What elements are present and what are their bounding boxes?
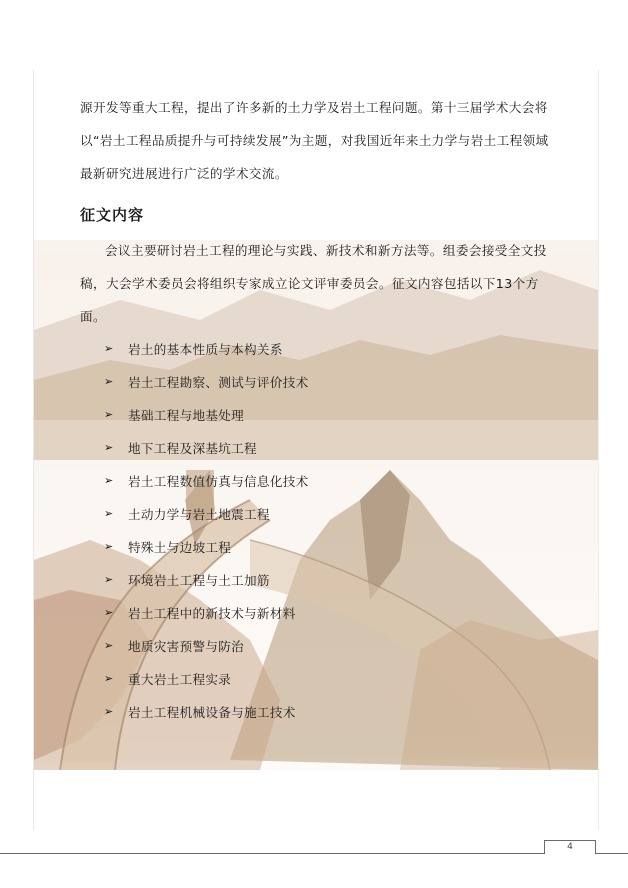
topic-label: 岩土工程中的新技术与新材料 (128, 606, 296, 621)
list-item (104, 464, 309, 497)
section-heading: 征文内容 (80, 206, 145, 224)
topic-label: 土动力学与岩土地震工程 (128, 507, 270, 522)
arrow-bullet-icon: ➢ (104, 540, 114, 553)
list-item (104, 596, 309, 629)
topic-label: 岩土工程数值仿真与信息化技术 (128, 474, 309, 489)
arrow-bullet-icon: ➢ (104, 342, 114, 355)
arrow-bullet-icon: ➢ (104, 441, 114, 454)
arrow-bullet-icon: ➢ (104, 507, 114, 520)
topic-label: 岩土工程勘察、测试与评价技术 (128, 375, 309, 390)
arrow-bullet-icon: ➢ (104, 606, 114, 619)
topic-list (104, 332, 309, 728)
arrow-bullet-icon: ➢ (104, 705, 114, 718)
topic-label: 基础工程与地基处理 (128, 408, 245, 423)
page-number: 4 (544, 840, 596, 854)
arrow-bullet-icon: ➢ (104, 474, 114, 487)
list-item (104, 695, 309, 728)
page-border-left (33, 70, 34, 830)
list-item (104, 332, 309, 365)
arrow-bullet-icon: ➢ (104, 375, 114, 388)
list-item (104, 365, 309, 398)
list-item (104, 530, 309, 563)
list-item (104, 398, 309, 431)
topic-label: 特殊土与边坡工程 (128, 540, 232, 555)
topic-label: 地下工程及深基坑工程 (128, 441, 257, 456)
topic-label: 环境岩土工程与土工加筋 (128, 573, 270, 588)
arrow-bullet-icon: ➢ (104, 408, 114, 421)
list-item (104, 563, 309, 596)
list-item (104, 497, 309, 530)
topic-label: 岩土工程机械设备与施工技术 (128, 705, 296, 720)
list-item (104, 662, 309, 695)
page-border-right (598, 70, 599, 830)
arrow-bullet-icon: ➢ (104, 573, 114, 586)
arrow-bullet-icon: ➢ (104, 639, 114, 652)
footer-rule (0, 853, 628, 854)
topic-label: 重大岩土工程实录 (128, 672, 232, 687)
topic-label: 地质灾害预警与防治 (128, 639, 245, 654)
list-item (104, 629, 309, 662)
topic-label: 岩土的基本性质与本构关系 (128, 342, 283, 357)
arrow-bullet-icon: ➢ (104, 672, 114, 685)
section-paragraph: 会议主要研讨岩土工程的理论与实践、新技术和新方法等。组委会接受全文投稿，大会学术委员会将组织专家成立论文评审委员会。征文内容包括以下13个方面。 (80, 243, 547, 324)
intro-paragraph: 源开发等重大工程，提出了许多新的土力学及岩土工程问题。第十三届学术大会将以“岩土工程品质提升与可持续发展”为主题，对我国近年来土力学与岩土工程领域最新研究进展进行广泛的学术交流。 (80, 100, 549, 181)
list-item (104, 431, 309, 464)
